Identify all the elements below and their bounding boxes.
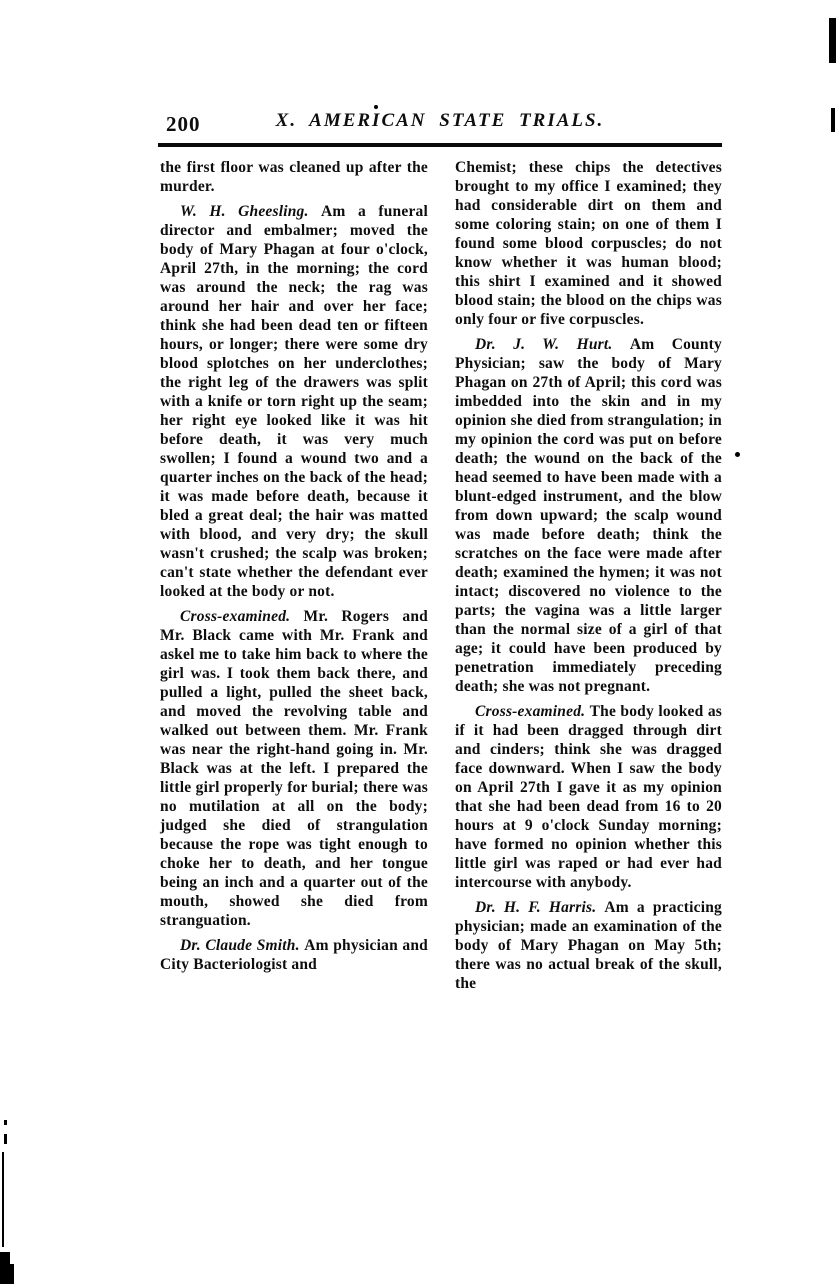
running-title: X. AMERICAN STATE TRIALS. [275,110,605,131]
page-number: 200 [166,112,201,136]
scan-artifact-right-edge [829,18,836,63]
witness-name-lead: Dr. J. W. Hurt. [475,336,630,353]
header-divider-rule [158,143,722,147]
testimony-paragraph: Cross-examined. Mr. Rogers and Mr. Black came with Mr. Frank and askel me to take him back to where the girl was. I took them back there, and pulled a light, pulled the sheet back, and moved the revolving table and walked out between them. Mr. Frank was near the right-hand going in. Mr. Black was at the left. I prepared the little girl properly for burial; there was no mutilation at all on the body; judged she died of strangulation because the rope was tight enough to choke her to death, and her tongue being an inch and a quarter out of the mouth, showed she died from stranguation. [160,608,428,929]
text-column-right [455,158,722,999]
witness-name-lead: Cross-examined. [180,608,304,625]
witness-name-lead: Dr. Claude Smith. [180,937,305,954]
page-header [158,110,722,140]
testimony-paragraph: the first floor was cleaned up after the murder. [160,159,428,195]
testimony-paragraph: Dr. J. W. Hurt. Am County Physician; saw the body of Mary Phagan on 27th of April; this cord was imbedded into the skin and in my opinion she died from strangulation; in my opinion the cord was put on before death; the wound on the back of the head seemed to have been made with a blunt-edged instrument, and the blow from down upward; the scalp wound was made before death; think the scratches on the face were made after death; examined the hymen; it was not intact; discovered no violence to the parts; the vagina was a little larger than the normal size of a girl of that age; it could have been produced by penetration immediately preceding death; she was not pregnant. [455,336,722,695]
testimony-paragraph: Dr. H. F. Harris. Am a practicing physician; made an examination of the body of Mary Phagan on May 5th; there was no actual break of the skull, the [455,899,723,992]
scan-artifact-left-edge [4,1120,7,1125]
testimony-paragraph: W. H. Gheesling. Am a funeral director and embalmer; moved the body of Mary Phagan at four o'clock, April 27th, in the morning; the cord was around the neck; the rag was around her hair and over her face; think she had been dead ten or fifteen hours, or longer; there were some dry blood splotches on her underclothes; the right leg of the drawers was split with a knife or torn right up the seam; her right eye looked like it was hit before death, it was very much swollen; I found a wound two and a quarter inches on the back of the head; it was made before death, because it bled a great deal; the hair was matted with blood, and very dry; the skull wasn't crushed; the scalp was broken; can't state whether the defendant ever looked at the body or not. [160,203,428,600]
witness-name-lead: Dr. H. F. Harris. [475,899,605,916]
text-column-left [160,158,428,980]
witness-name-lead: Cross-examined. [475,703,590,720]
scan-artifact-left-edge [4,1134,7,1144]
scan-artifact-bottom-left [0,1264,14,1284]
scan-speck [374,105,378,109]
testimony-paragraph: Dr. Claude Smith. Am physician and City Bacteriologist and [160,937,428,973]
testimony-paragraph: Cross-examined. The body looked as if it had been dragged through dirt and cinders; think she was dragged face downward. When I saw the body on April 27th I gave it as my opinion that she had been dead from 16 to 20 hours at 9 o'clock Sunday morning; have formed no opinion whether this little girl was raped or had ever had intercourse with anybody. [455,703,722,891]
scan-speck [735,452,740,457]
testimony-paragraph: Chemist; these chips the detectives brought to my office I examined; they had considerable dirt on them and some coloring stain; on one of them I found some blood corpuscles; do not know whether it was human blood; this shirt I examined and it showed blood stain; the blood on the chips was only four or five corpuscles. [455,159,722,328]
scan-artifact-left-edge [2,1152,4,1247]
witness-name-lead: W. H. Gheesling. [180,203,322,220]
scan-artifact-right-edge [831,108,835,132]
